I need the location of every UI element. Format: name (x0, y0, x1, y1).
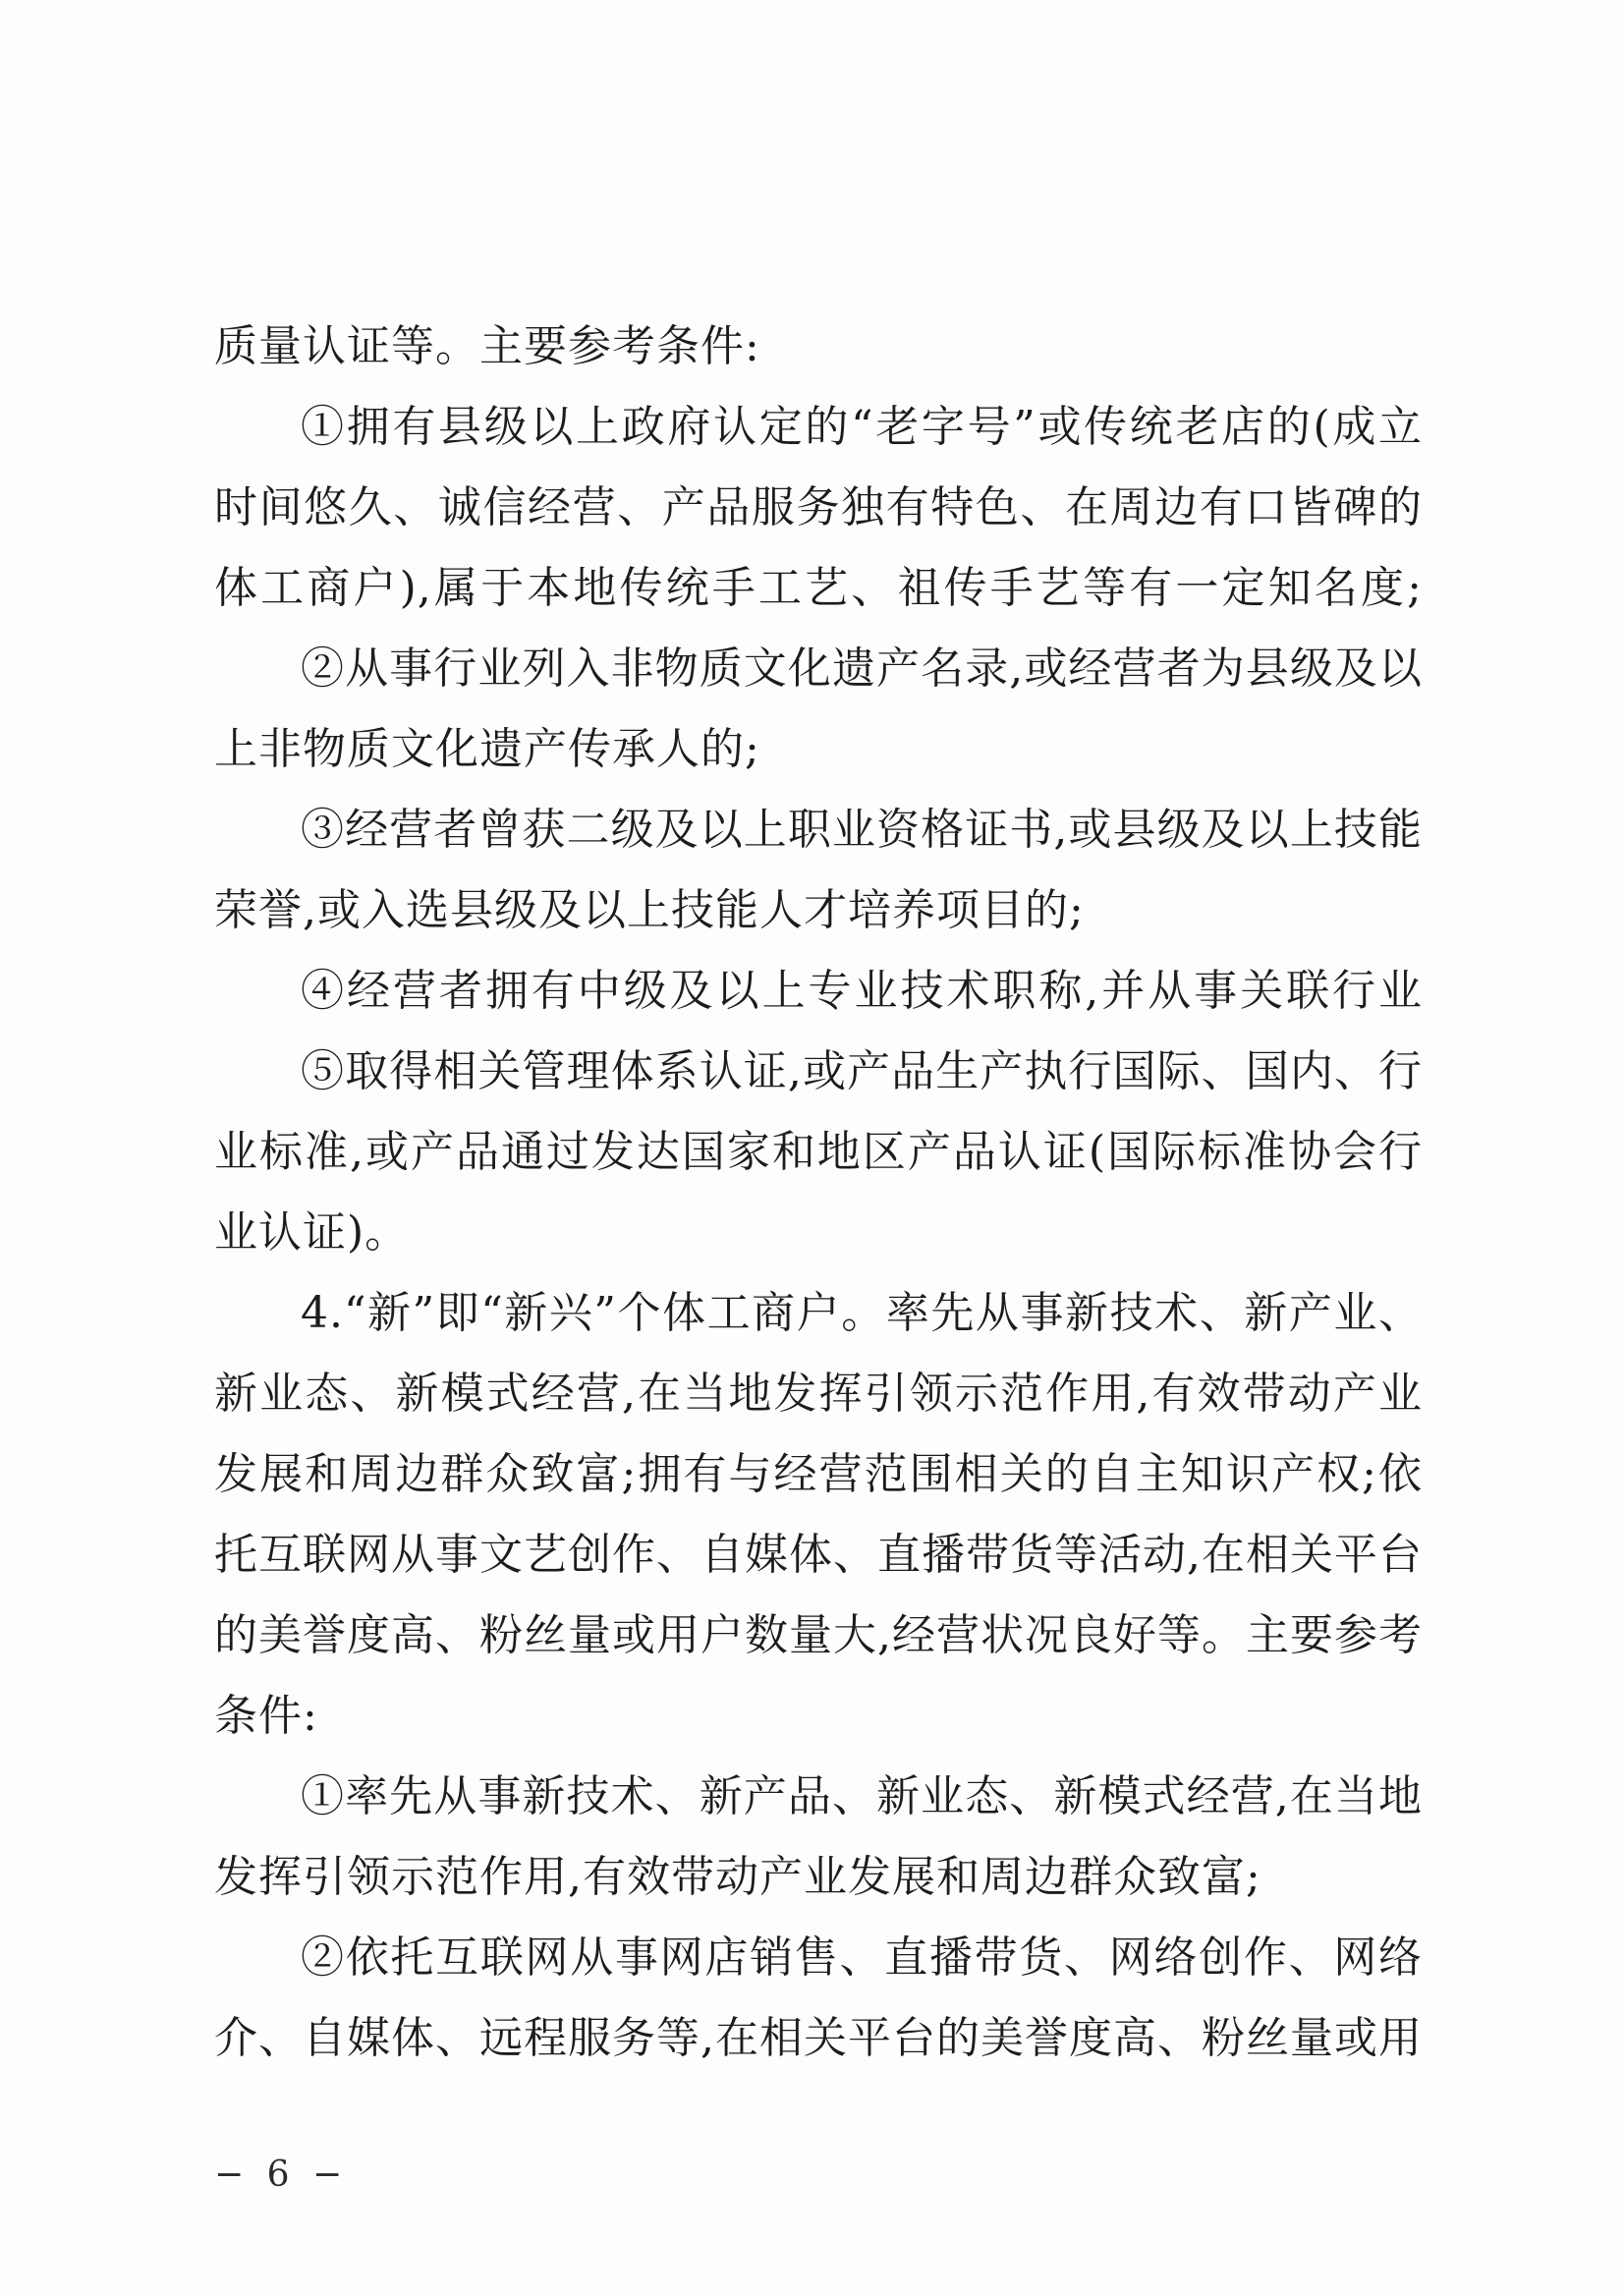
text-line: 业认证)。 (214, 1207, 410, 1258)
text-line: 条件: (214, 1691, 318, 1741)
text-line: ②依托互联网从事网店销售、直播带货、网络创作、网络 (301, 1932, 1423, 1983)
text-line: ①率先从事新技术、新产品、新业态、新模式经营,在当地 (301, 1771, 1423, 1821)
text-line: ④经营者拥有中级及以上专业技术职称,并从事关联行业 (301, 966, 1423, 1016)
text-line: 时间悠久、诚信经营、产品服务独有特色、在周边有口皆碑的 (214, 482, 1423, 532)
text-line: 上非物质文化遗产传承人的; (214, 724, 760, 774)
text-line: ②从事行业列入非物质文化遗产名录,或经营者为县级及以 (301, 644, 1423, 694)
text-line: 质量认证等。主要参考条件: (214, 321, 760, 371)
text-line: 新业态、新模式经营,在当地发挥引领示范作用,有效带动产业 (214, 1369, 1423, 1419)
page-number: − 6 − (214, 2155, 349, 2195)
text-line: 介、自媒体、远程服务等,在相关平台的美誉度高、粉丝量或用 (214, 2013, 1423, 2063)
text-line: ①拥有县级以上政府认定的“老字号”或传统老店的(成立 (301, 402, 1423, 452)
text-line: 的美誉度高、粉丝量或用户数量大,经营状况良好等。主要参考 (214, 1610, 1423, 1660)
text-line: 体工商户),属于本地传统手工艺、祖传手艺等有一定知名度; (214, 563, 1423, 613)
text-line: 4.“新”即“新兴”个体工商户。率先从事新技术、新产业、 (301, 1288, 1423, 1338)
text-line: 发展和周边群众致富;拥有与经营范围相关的自主知识产权;依 (214, 1449, 1423, 1499)
text-line: 业标准,或产品通过发达国家和地区产品认证(国际标准协会行 (214, 1127, 1423, 1177)
document-body (214, 307, 1423, 2079)
text-line: 荣誉,或入选县级及以上技能人才培养项目的; (214, 885, 1085, 935)
text-line: ③经营者曾获二级及以上职业资格证书,或县级及以上技能 (301, 805, 1423, 855)
text-line: ⑤取得相关管理体系认证,或产品生产执行国际、国内、行 (301, 1046, 1423, 1096)
text-line: 发挥引领示范作用,有效带动产业发展和周边群众致富; (214, 1852, 1261, 1902)
text-line: 托互联网从事文艺创作、自媒体、直播带货等活动,在相关平台 (214, 1530, 1423, 1580)
